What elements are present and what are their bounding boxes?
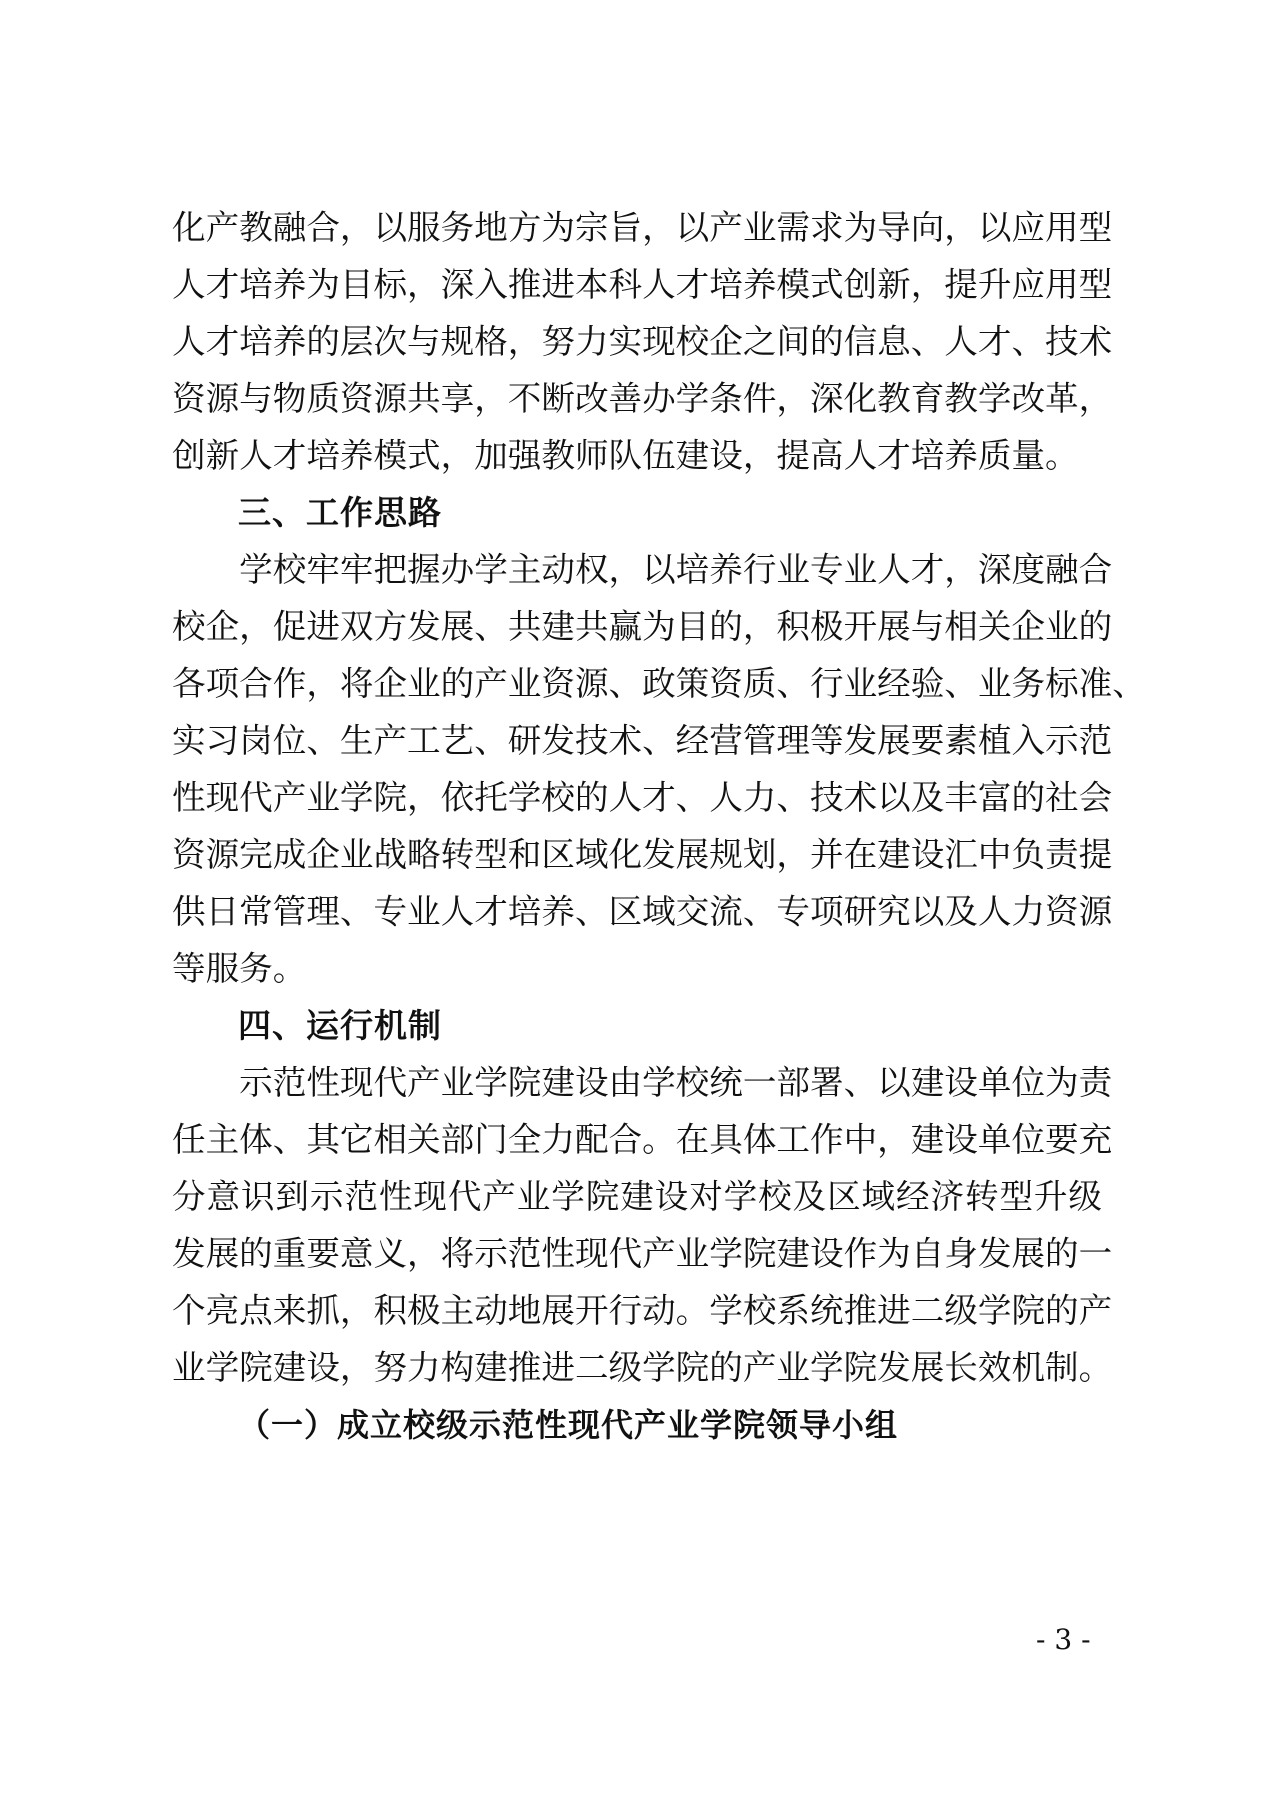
paragraph-line: 实习岗位、生产工艺、研发技术、经营管理等发展要素植入示范: [172, 721, 1113, 760]
paragraph-line: 发展的重要意义，将示范性现代产业学院建设作为自身发展的一: [172, 1234, 1113, 1273]
paragraph-line: 等服务。: [172, 949, 307, 988]
section-heading-work-approach: 三、工作思路: [238, 493, 442, 532]
paragraph-line: 各项合作，将企业的产业资源、政策资质、行业经验、业务标准、: [172, 664, 1146, 703]
paragraph-line: 任主体、其它相关部门全力配合。在具体工作中，建设单位要充: [172, 1120, 1113, 1159]
section-heading-operating-mechanism: 四、运行机制: [238, 1006, 442, 1045]
subsection-heading-leadership-group: （一）成立校级示范性现代产业学院领导小组: [238, 1406, 899, 1444]
paragraph-line: 资源完成企业战略转型和区域化发展规划，并在建设汇中负责提: [172, 835, 1113, 874]
paragraph-line: 学校牢牢把握办学主动权，以培养行业专业人才，深度融合: [172, 550, 1113, 589]
paragraph-line: 人才培养的层次与规格，努力实现校企之间的信息、人才、技术: [172, 322, 1113, 361]
paragraph-line: 性现代产业学院，依托学校的人才、人力、技术以及丰富的社会: [172, 778, 1113, 817]
paragraph-line: 化产教融合，以服务地方为宗旨，以产业需求为导向，以应用型: [172, 208, 1113, 247]
paragraph-line: 个亮点来抓，积极主动地展开行动。学校系统推进二级学院的产: [172, 1291, 1113, 1330]
paragraph-line: 资源与物质资源共享，不断改善办学条件，深化教育教学改革，: [172, 379, 1113, 418]
paragraph-line: 示范性现代产业学院建设由学校统一部署、以建设单位为责: [172, 1063, 1113, 1102]
page-number: - 3 -: [1036, 1623, 1091, 1656]
paragraph-line: 校企，促进双方发展、共建共赢为目的，积极开展与相关企业的: [172, 607, 1113, 646]
paragraph-line: 人才培养为目标，深入推进本科人才培养模式创新，提升应用型: [172, 265, 1113, 304]
paragraph-line: 业学院建设，努力构建推进二级学院的产业学院发展长效机制。: [172, 1348, 1113, 1387]
paragraph-line: 供日常管理、专业人才培养、区域交流、专项研究以及人力资源: [172, 892, 1113, 931]
paragraph-line: 分意识到示范性现代产业学院建设对学校及区域经济转型升级: [172, 1177, 1102, 1216]
paragraph-line: 创新人才培养模式，加强教师队伍建设，提高人才培养质量。: [172, 436, 1079, 475]
